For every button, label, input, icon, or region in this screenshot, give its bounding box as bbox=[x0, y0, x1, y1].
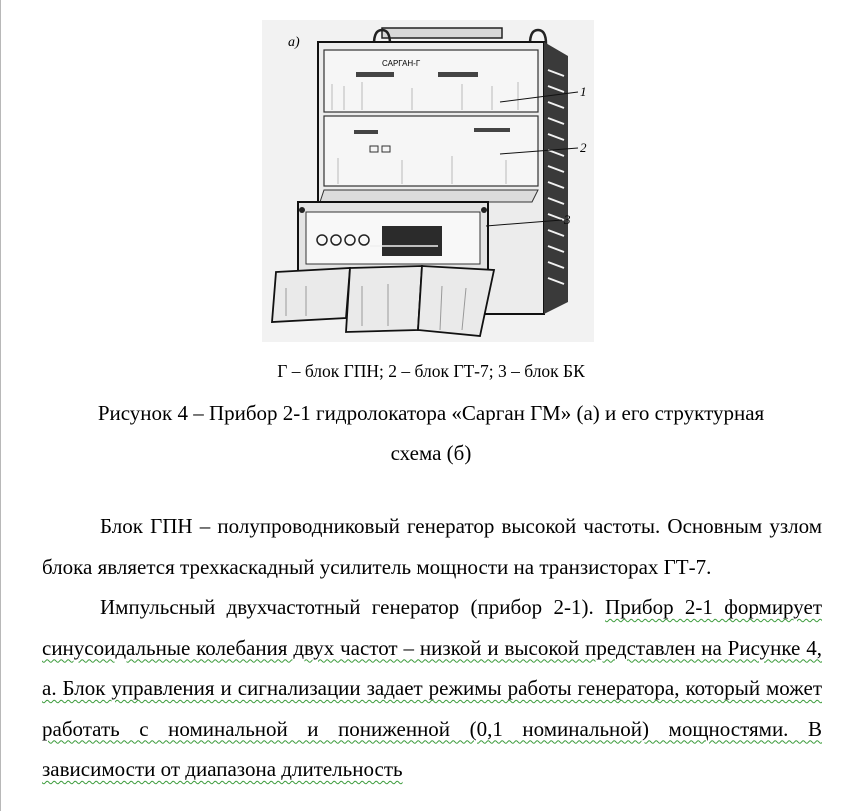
paragraph-1: Блок ГПН – полупроводниковый генератор высокой частоты. Основным узлом блока является трехкаскадный усилитель мощности на транзисторах ГТ-7. bbox=[42, 514, 822, 579]
figure-caption-line-1: Рисунок 4 – Прибор 2-1 гидролокатора «Сарган ГМ» (а) и его структурная bbox=[97, 401, 765, 425]
figure-legend: Г – блок ГПН; 2 – блок ГТ-7; 3 – блок БК bbox=[277, 361, 585, 381]
callout-3: 3 bbox=[564, 212, 571, 227]
document-body bbox=[42, 506, 822, 790]
grammar-flagged-text: Прибор 2-1 формирует синусоидальные колебания двух частот – низкой и высокой представлен на Рисунке 4, а. Блок управления и сигнализации задает режимы работы генератора, который может работать с номинальной и пониженной (0,1 номинальной) мощностями. В зависимости от диапазона длительность bbox=[42, 595, 823, 781]
callout-1: 1 bbox=[580, 84, 587, 99]
device-figure bbox=[262, 20, 594, 342]
device-illustration bbox=[262, 20, 594, 342]
page-edge bbox=[0, 0, 1, 811]
paragraph-2 bbox=[42, 587, 822, 790]
panel-label: а) bbox=[288, 35, 300, 50]
paragraph-2-lead: Импульсный двухчастотный генератор (прибор 2-1). bbox=[100, 595, 606, 619]
nameplate-label: САРГАН-Г bbox=[382, 59, 421, 68]
figure-caption-line-2: схема (б) bbox=[390, 441, 472, 465]
figure-caption bbox=[52, 393, 810, 473]
callout-2: 2 bbox=[580, 140, 587, 155]
